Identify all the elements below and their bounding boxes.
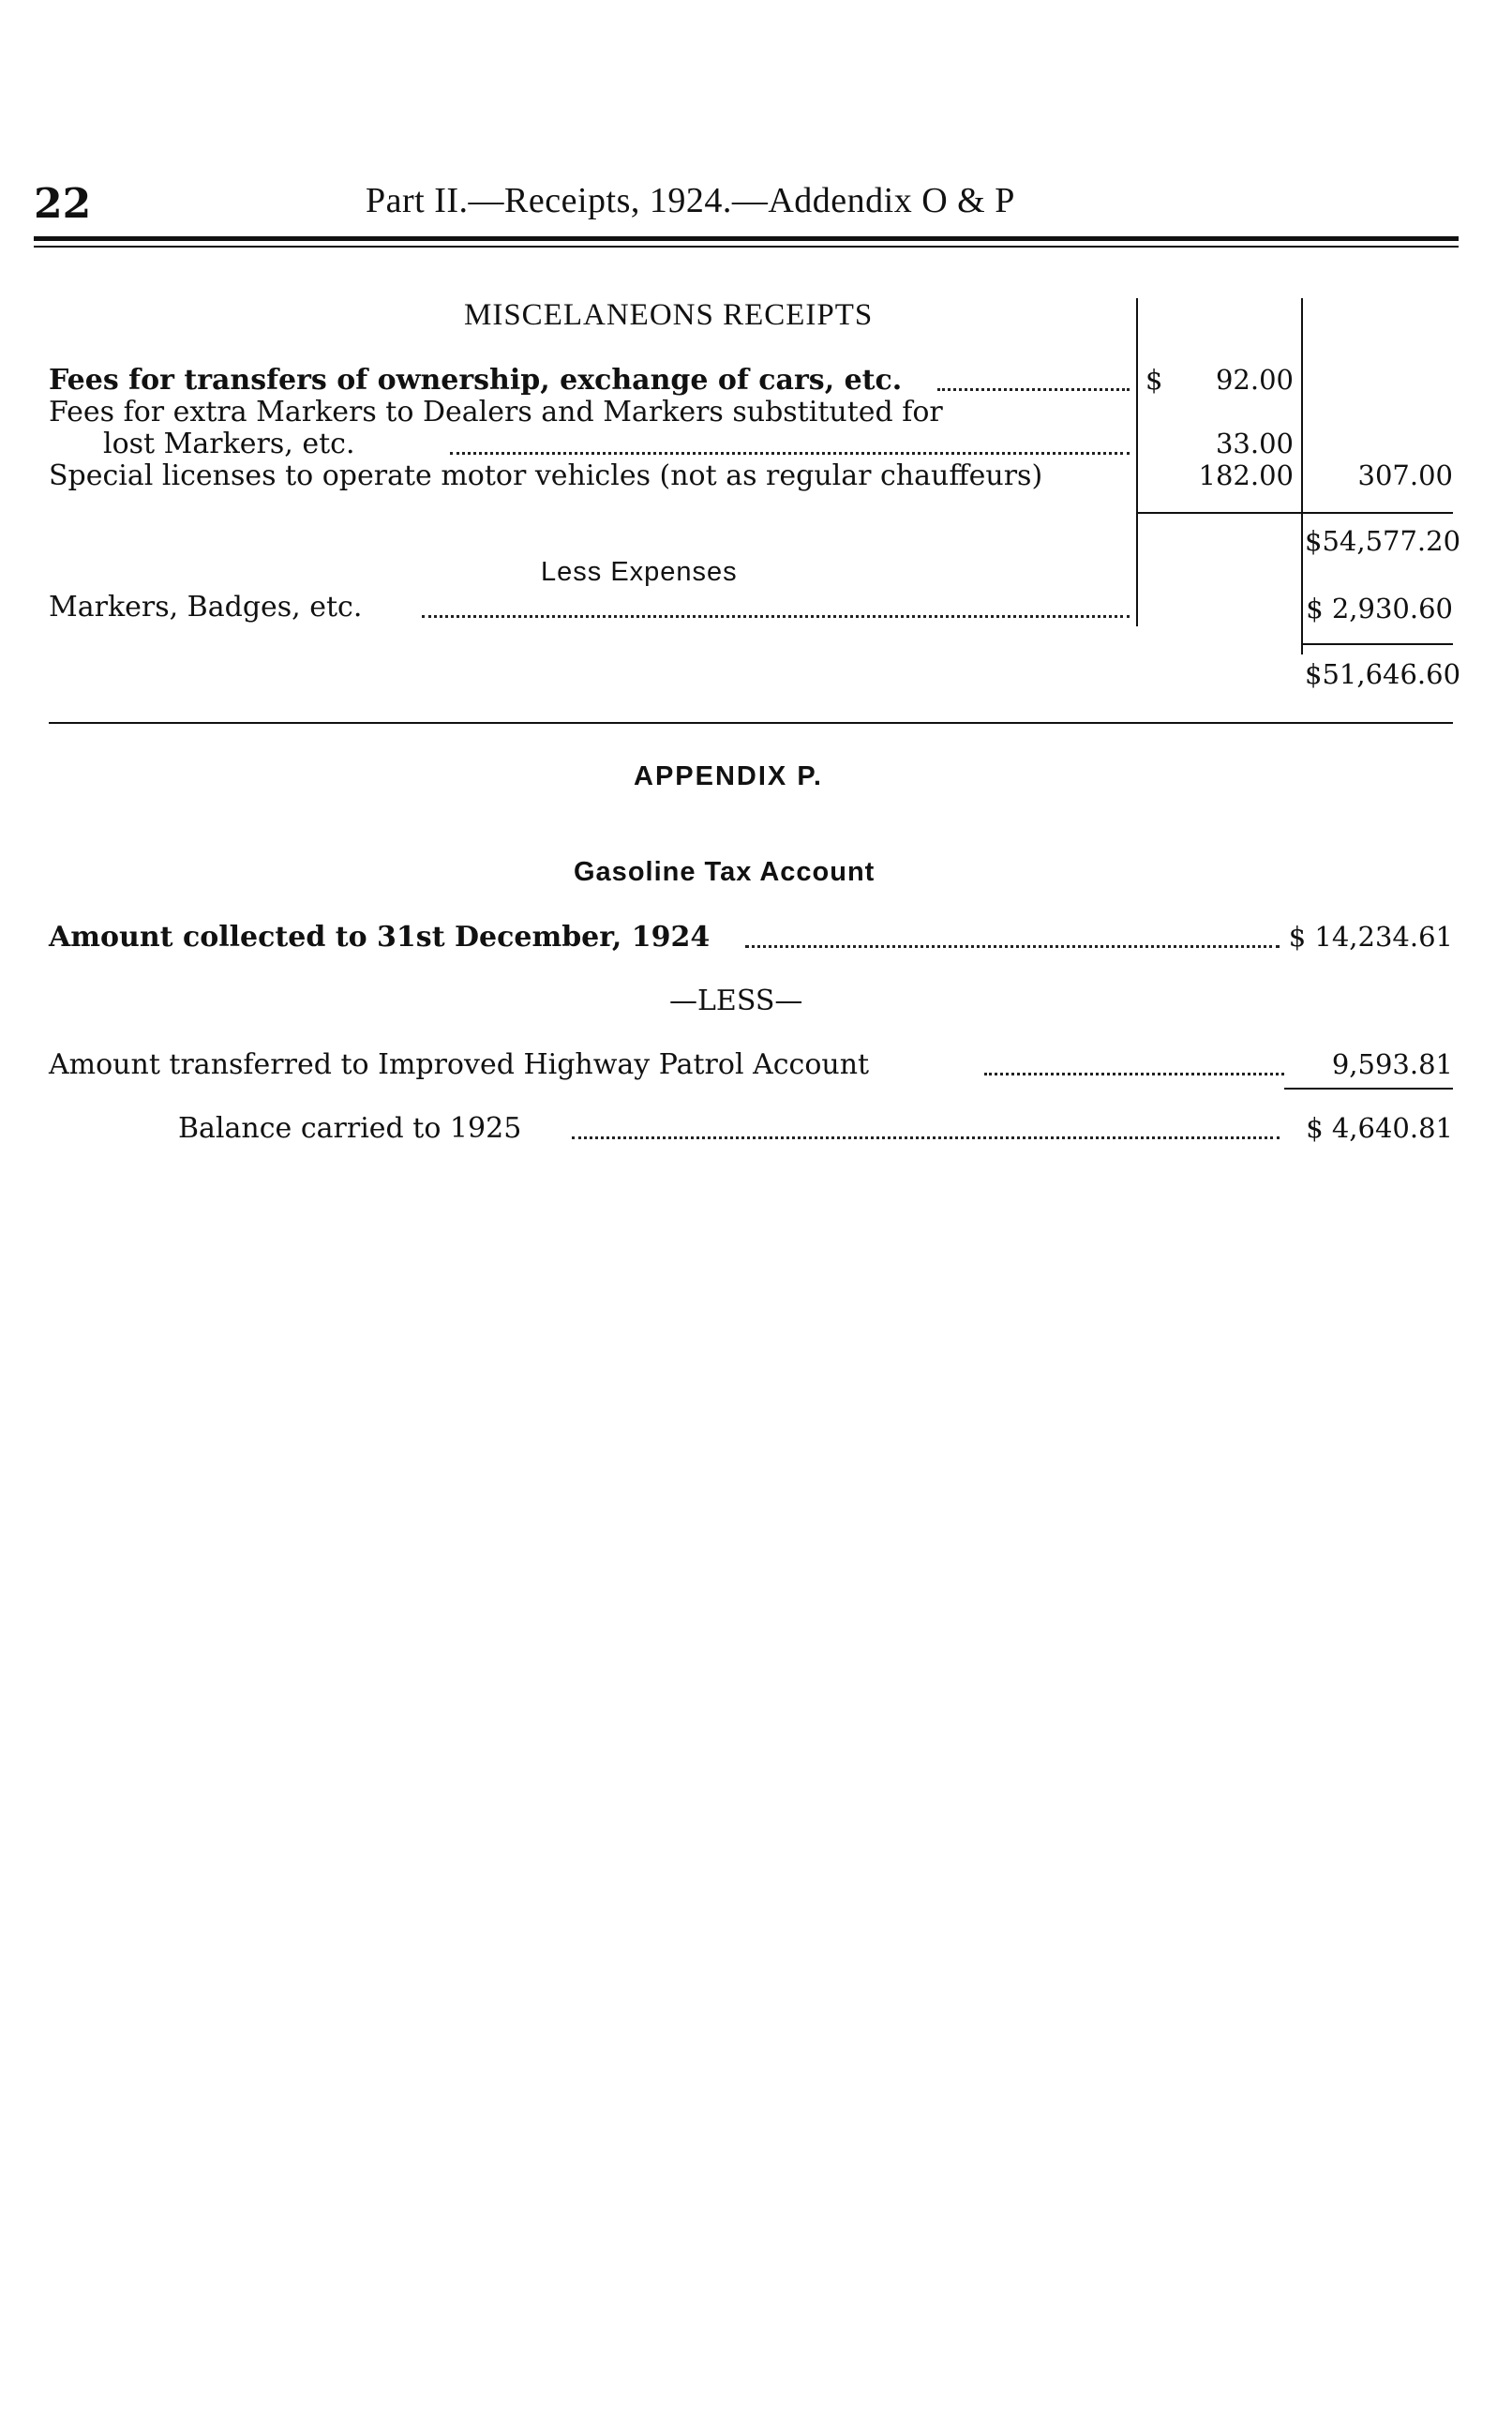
header-rule-thin	[34, 246, 1459, 248]
balance-label: Balance carried to 1925	[178, 1112, 522, 1145]
transferred-label: Amount transferred to Improved Highway Patrol Account	[49, 1048, 870, 1081]
collected-label: Amount collected to 31st December, 1924	[49, 921, 711, 954]
expense-amount: $ 2,930.60	[1306, 593, 1453, 624]
net-total-rule	[1301, 643, 1453, 645]
leader-dots	[937, 388, 1130, 391]
appendix-title: APPENDIX P.	[634, 761, 823, 791]
expense-label: Markers, Badges, etc.	[49, 591, 363, 624]
less-label: —LESS—	[669, 985, 803, 1017]
page-number: 22	[34, 180, 92, 228]
leader-dots	[450, 452, 1130, 455]
less-expenses-title: Less Expenses	[541, 557, 738, 587]
misc-row-1-dollar: $	[1145, 364, 1163, 396]
section-divider	[49, 722, 1453, 724]
misc-row-2-amount: 33.00	[1215, 428, 1294, 459]
misc-row-3-amount: 182.00	[1198, 459, 1294, 491]
leader-dots	[745, 945, 1280, 948]
collected-amount: $ 14,234.61	[1288, 921, 1453, 953]
subtotal-rule	[1136, 512, 1303, 514]
misc-row-2-label-line2: lost Markers, etc.	[103, 428, 355, 460]
header-rule	[34, 236, 1459, 241]
leader-dots	[572, 1136, 1280, 1139]
misc-row-1-amount: 92.00	[1215, 364, 1294, 396]
misc-row-3-label: Special licenses to operate motor vehicles (not as regular chauffeurs)	[49, 459, 1043, 492]
grand-total: $54,577.20	[1305, 525, 1461, 557]
net-total: $51,646.60	[1305, 658, 1461, 690]
misc-row-2-label-line1: Fees for extra Markers to Dealers and Markers substituted for	[49, 396, 943, 429]
balance-rule	[1284, 1088, 1453, 1090]
running-head: Part II.—Receipts, 1924.—Addendix O & P	[366, 181, 1015, 220]
appendix-subtitle: Gasoline Tax Account	[574, 857, 876, 887]
leader-dots	[984, 1073, 1284, 1075]
leader-dots	[422, 615, 1130, 618]
misc-receipts-title: MISCELANEONS RECEIPTS	[464, 298, 874, 332]
misc-row-1-label: Fees for transfers of ownership, exchange of cars, etc.	[49, 364, 903, 397]
misc-row-3-total: 307.00	[1357, 459, 1453, 491]
balance-amount: $ 4,640.81	[1306, 1112, 1453, 1144]
subtotal-rule-right	[1301, 512, 1453, 514]
transferred-amount: 9,593.81	[1331, 1048, 1453, 1080]
column-rule-right	[1301, 298, 1303, 654]
column-rule-left	[1136, 298, 1138, 626]
